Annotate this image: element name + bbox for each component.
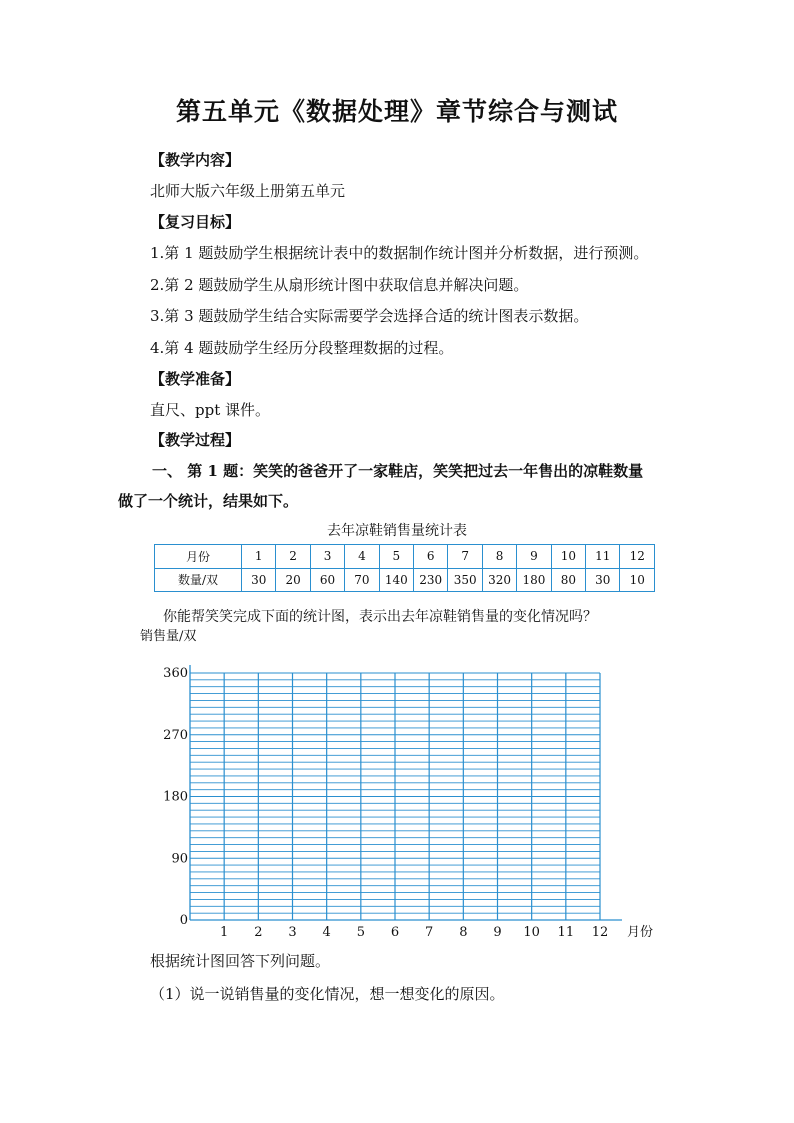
chart-labels — [140, 628, 653, 940]
teaching-content-text: 北师大版六年级上册第五单元 — [150, 182, 346, 200]
table-row-months — [155, 545, 655, 569]
table-cell: 1 — [242, 545, 276, 569]
x-axis-label: 月份 — [627, 925, 654, 940]
x-tick-label: 2 — [254, 925, 263, 940]
x-tick-label: 12 — [591, 925, 609, 940]
table-caption: 去年凉鞋销售量统计表 — [327, 523, 467, 539]
chart-prompt: 你能帮笑笑完成下面的统计图，表示出去年凉鞋销售量的变化情况吗？ — [163, 609, 597, 625]
x-tick-label: 8 — [459, 925, 468, 940]
table-cell: 30 — [242, 568, 276, 592]
x-tick-label: 4 — [322, 925, 331, 940]
goal-item-4: 4.第 4 题鼓励学生经历分段整理数据的过程。 — [150, 339, 454, 357]
chart-grid — [190, 673, 600, 920]
x-tick-label: 5 — [356, 925, 365, 940]
y-axis-label: 销售量/双 — [140, 629, 197, 644]
table-header-quantity: 数量/双 — [155, 568, 242, 592]
sales-table — [154, 544, 655, 592]
table-row-quantity — [155, 568, 655, 592]
goal-item-1: 1.第 1 题鼓励学生根据统计表中的数据制作统计图并分析数据，进行预测。 — [150, 244, 649, 262]
table-cell: 2 — [276, 545, 310, 569]
goal-item-3: 3.第 3 题鼓励学生结合实际需要学会选择合适的统计图表示数据。 — [150, 307, 589, 325]
table-cell: 180 — [517, 568, 551, 592]
table-cell: 320 — [482, 568, 516, 592]
question-1-line-2: 做了一个统计，结果如下。 — [118, 492, 299, 510]
table-cell: 60 — [310, 568, 344, 592]
table-cell: 6 — [414, 545, 448, 569]
table-cell: 10 — [551, 545, 585, 569]
table-cell: 9 — [517, 545, 551, 569]
table-cell: 80 — [551, 568, 585, 592]
y-tick-label: 270 — [163, 727, 188, 743]
table-cell: 10 — [620, 568, 655, 592]
y-tick-label: 180 — [163, 789, 188, 805]
y-tick-label: 90 — [171, 851, 188, 867]
table-cell: 7 — [448, 545, 482, 569]
sub-question-1: （1）说一说销售量的变化情况，想一想变化的原因。 — [150, 985, 505, 1003]
teaching-content-heading: 【教学内容】 — [150, 151, 241, 169]
page-title: 第五单元《数据处理》章节综合与测试 — [175, 97, 618, 126]
x-tick-label: 11 — [557, 925, 575, 940]
teaching-prep-text: 直尺、ppt 课件。 — [150, 401, 271, 419]
y-tick-label: 0 — [179, 913, 188, 928]
x-tick-label: 9 — [493, 925, 502, 940]
x-tick-label: 6 — [390, 925, 400, 940]
blank-line-chart-grid — [140, 625, 680, 943]
table-cell: 140 — [379, 568, 413, 592]
answer-instruction: 根据统计图回答下列问题。 — [150, 952, 331, 970]
goal-item-2: 2.第 2 题鼓励学生从扇形统计图中获取信息并解决问题。 — [150, 276, 529, 294]
question-1-line-1: 一、 第 1 题：笑笑的爸爸开了一家鞋店，笑笑把过去一年售出的凉鞋数量 — [152, 462, 644, 480]
x-tick-label: 7 — [425, 925, 434, 940]
teaching-process-heading: 【教学过程】 — [150, 431, 241, 449]
table-header-month: 月份 — [155, 545, 242, 569]
table-cell: 30 — [586, 568, 620, 592]
table-cell: 12 — [620, 545, 655, 569]
x-tick-label: 3 — [288, 925, 297, 940]
table-cell: 8 — [482, 545, 516, 569]
table-cell: 350 — [448, 568, 482, 592]
y-tick-label: 360 — [163, 666, 188, 681]
x-tick-label: 1 — [220, 925, 229, 940]
review-goals-heading: 【复习目标】 — [150, 213, 241, 231]
x-tick-label: 10 — [523, 925, 540, 940]
table-cell: 5 — [379, 545, 413, 569]
table-cell: 3 — [310, 545, 344, 569]
table-cell: 20 — [276, 568, 310, 592]
table-cell: 230 — [414, 568, 448, 592]
table-cell: 4 — [345, 545, 379, 569]
table-cell: 11 — [586, 545, 620, 569]
chart-axes — [190, 665, 622, 920]
table-cell: 70 — [345, 568, 379, 592]
teaching-prep-heading: 【教学准备】 — [150, 370, 241, 388]
